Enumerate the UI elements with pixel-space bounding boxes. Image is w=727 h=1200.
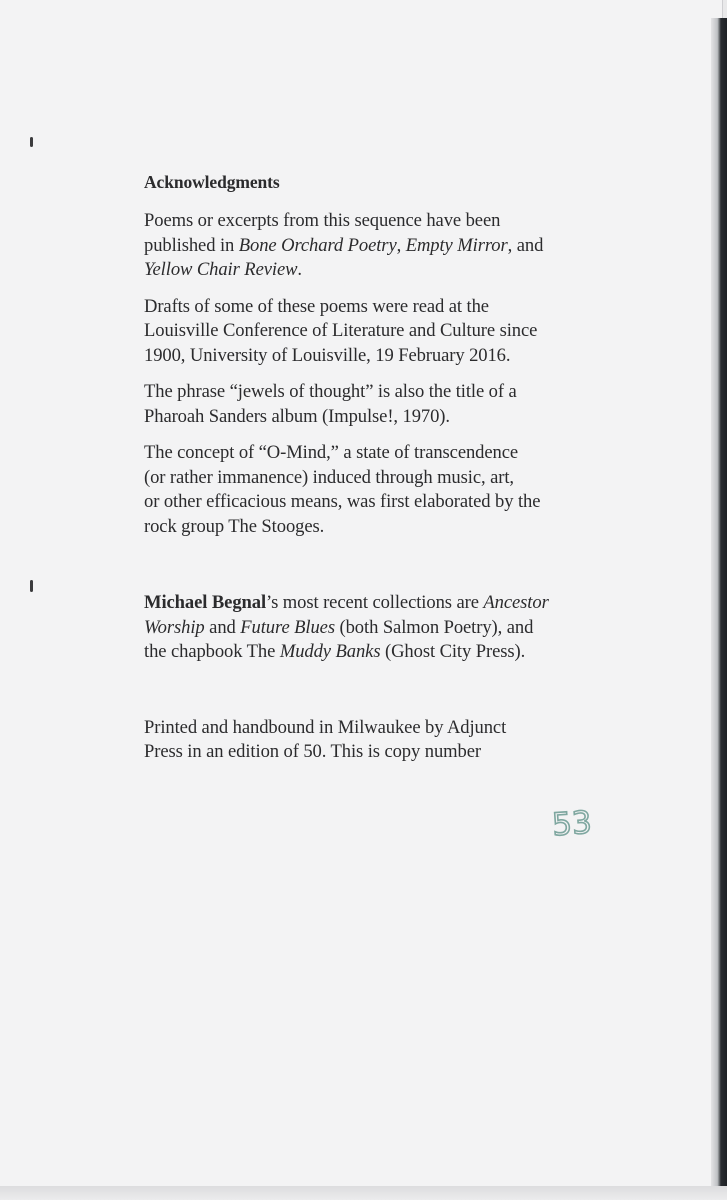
acknowledgments-paragraph-phrase <box>144 380 624 429</box>
book-title: Worship <box>144 616 205 638</box>
text-line: 1900, University of Louisville, 19 February 2016. <box>144 344 511 366</box>
text-line <box>144 591 624 616</box>
text-line: rock group The Stooges. <box>144 515 325 537</box>
copy-number-text: 53 <box>550 804 593 844</box>
handwritten-copy-number <box>548 798 598 846</box>
text-line <box>144 640 624 665</box>
text-line <box>144 234 624 259</box>
author-bio <box>144 591 624 665</box>
text-line: Poems or excerpts from this sequence have been <box>144 210 501 231</box>
book-title: Muddy Banks <box>279 641 381 662</box>
text-line: Louisville Conference of Literature and Culture since <box>144 320 538 341</box>
text-line: The phrase “jewels of thought” is also the title of a <box>144 381 517 402</box>
text-fragment: , and <box>507 234 544 256</box>
text-line: (or rather immanence) induced through music, art, <box>144 466 514 488</box>
author-name: Michael Begnal <box>144 592 267 613</box>
text-fragment: . <box>297 259 302 280</box>
acknowledgments-paragraph-omind <box>144 441 624 539</box>
text-fragment: the chapbook The <box>144 641 280 662</box>
acknowledgments-heading: Acknowledgments <box>144 172 280 192</box>
text-fragment: published in <box>144 234 239 256</box>
publication-title: Empty Mirror <box>405 234 508 256</box>
acknowledgments-paragraph-readings <box>144 295 624 369</box>
book-title: Ancestor <box>483 592 549 613</box>
text-fragment: ’s most recent collections are <box>266 592 484 613</box>
text-fragment: (both Salmon Poetry), and <box>334 616 534 638</box>
text-line: Press in an edition of 50. This is copy number <box>144 741 481 762</box>
page-bottom-edge <box>0 1186 727 1200</box>
text-line: The concept of “O-Mind,” a state of transcendence <box>144 442 519 463</box>
text-line <box>144 258 624 283</box>
binding-stitch <box>30 137 33 147</box>
text-line: Pharoah Sanders album (Impulse!, 1970). <box>144 405 450 427</box>
text-fragment: , <box>396 234 406 256</box>
colophon <box>144 716 624 765</box>
book-spine-edge <box>711 18 727 1196</box>
text-line: or other efficacious means, was first elaborated by the <box>144 491 541 512</box>
page-content <box>144 170 624 777</box>
text-line: Printed and handbound in Milwaukee by Adjunct <box>144 716 507 738</box>
book-title: Future Blues <box>240 616 335 638</box>
publication-title: Yellow Chair Review <box>144 259 298 280</box>
text-fragment: and <box>204 616 241 638</box>
text-line: Drafts of some of these poems were read at the <box>144 295 489 317</box>
acknowledgments-paragraph-publications <box>144 209 624 283</box>
publication-title: Bone Orchard Poetry <box>238 234 397 256</box>
text-line <box>144 616 624 641</box>
binding-stitch <box>30 580 33 592</box>
text-fragment: (Ghost City Press). <box>380 641 526 662</box>
